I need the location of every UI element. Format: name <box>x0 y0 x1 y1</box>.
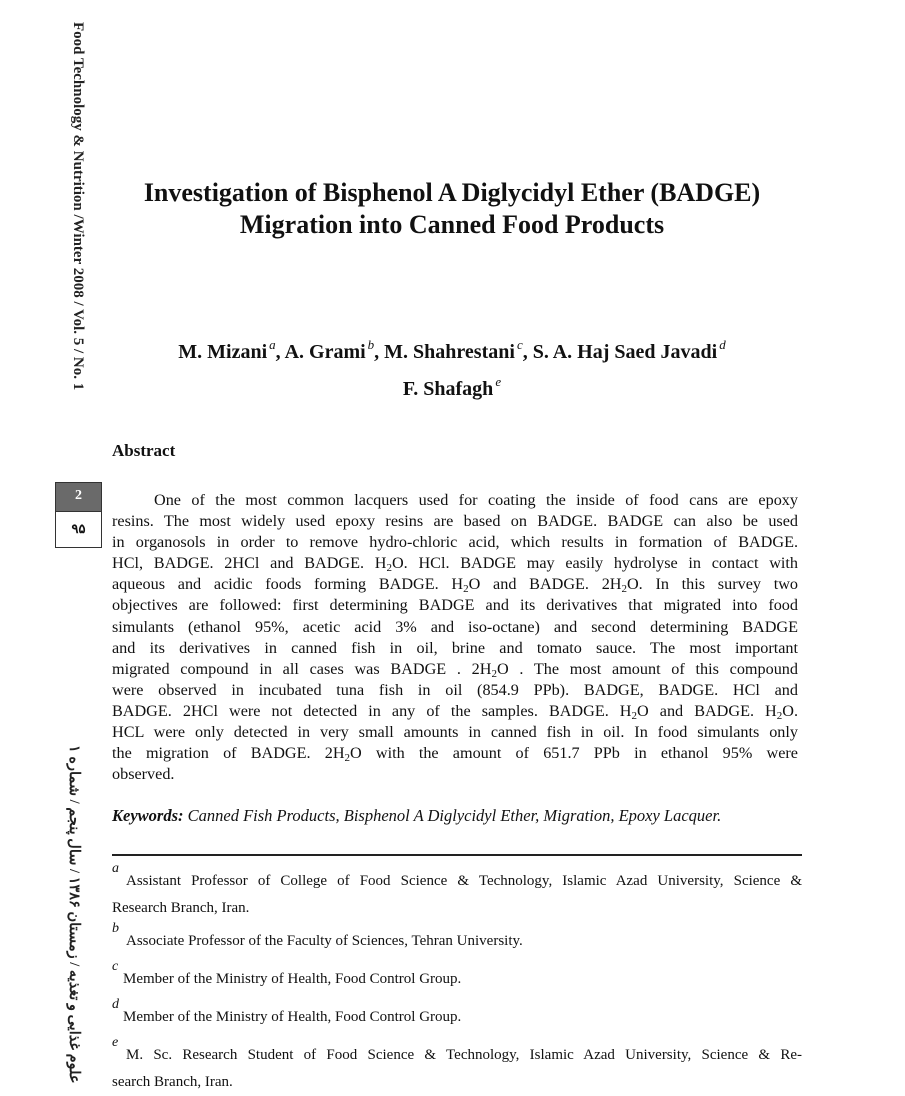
footnote-mark: d <box>112 997 119 1012</box>
author-separator: , <box>275 341 285 363</box>
paper-title <box>112 177 792 241</box>
footnote-mark: c <box>112 959 119 974</box>
paper-title-line-1: Investigation of Bisphenol A Diglycidyl Ether (BADGE) <box>143 178 761 207</box>
keywords <box>112 806 802 826</box>
footnote-mark: a <box>112 861 119 876</box>
footnote-text-continued: Research Branch, Iran. <box>112 900 250 916</box>
abstract-line: HCl, BADGE. 2HCl and BADGE. $H_2O$. HCl. BADGE may easily hydrolyse in contact with <box>112 554 798 575</box>
author-name: M. Shahrestani <box>384 341 515 363</box>
abstract-line: BADGE. 2HCl were not detected in any of the samples. BADGE. $H_2O$ and BADGE. $H_2O$. <box>112 701 798 722</box>
footnote-e <box>112 1035 802 1096</box>
author-line-2 <box>112 367 792 404</box>
author-name: A. Grami <box>284 341 366 363</box>
abstract-body <box>112 490 798 785</box>
footnote-divider <box>112 854 802 856</box>
abstract-line: HCL were only detected in very small amounts in canned fish in oil. In food simulants only <box>112 723 798 742</box>
abstract-line: One of the most common lacquers used for coating the inside of food cans are epoxy <box>154 491 798 509</box>
abstract-heading: Abstract <box>112 441 176 460</box>
abstract-line: objectives are followed: first determining BADGE and its derivatives that migrated into food <box>112 596 798 615</box>
footnote-text: Member of the Ministry of Health, Food Control Group. <box>123 971 462 987</box>
author-affiliation-mark: b <box>367 337 375 352</box>
abstract-line: in organosols in order to remove hydro-chloric acid, which results in formation of BADGE. <box>112 533 798 552</box>
footnote-text: Associate Professor of the Faculty of Sciences, Tehran University. <box>126 933 523 949</box>
abstract-line: migrated compound in all cases was BADGE . $2H_2O$ . The most amount of this compound <box>112 659 798 680</box>
abstract-line: and its derivatives in canned fish in oil, brine and tomato sauce. The most important <box>112 638 798 657</box>
footnote-text: M. Sc. Research Student of Food Science & Technology, Islamic Azad University, Science & Re- <box>126 1047 802 1063</box>
footnote-text: Assistant Professor of College of Food Science & Technology, Islamic Azad University, Science & <box>126 873 802 889</box>
author-affiliation-mark: d <box>719 337 726 352</box>
page-number-persian: ۹۵ <box>55 511 102 548</box>
author-affiliation-mark: a <box>269 337 276 352</box>
author-affiliation-mark: c <box>516 337 523 352</box>
paper-title-line-2: Migration into Canned Food Products <box>239 210 665 239</box>
author-name: M. Mizani <box>178 341 268 363</box>
abstract-line: aqueous and acidic foods forming BADGE. $H_2O$ and BADGE. $2H_2O$. In this survey two <box>112 575 798 596</box>
keywords-label: Keywords: <box>112 806 184 825</box>
author-name: F. Shafagh <box>402 378 494 400</box>
abstract-line: resins. The most widely used epoxy resins are based on BADGE. BADGE can also be used <box>112 512 798 531</box>
footnote-text-continued: search Branch, Iran. <box>112 1074 233 1090</box>
author-line-1 <box>112 330 792 367</box>
running-header-persian <box>60 745 84 1085</box>
footnote-b <box>112 921 802 955</box>
footnote-mark: e <box>112 1035 119 1050</box>
author-affiliation-mark: e <box>495 374 502 389</box>
author-list <box>112 330 792 404</box>
page-number-english: 2 <box>55 482 102 512</box>
abstract-line: observed. <box>112 765 175 784</box>
author-separator: , <box>374 341 385 363</box>
footnote-mark: b <box>112 921 119 936</box>
footnote-a <box>112 861 802 922</box>
abstract-line: were observed in incubated tuna fish in oil (854.9 PPb). BADGE, BADGE. HCl and <box>112 680 798 699</box>
running-header-english-text: Food Technology & Nutrition /Winter 2008 / Vol. 5 / No. 1 <box>70 22 86 391</box>
abstract-line: the migration of BADGE. $2H_2O$ with the amount of 651.7 PPb in ethanol 95% were <box>112 744 798 765</box>
running-header-persian-text: علوم غذایی و تغذیه / زمستان ۱۳۸۶ / سال پنجم / شماره ۱ <box>66 745 82 1084</box>
author-separator: , <box>522 341 533 363</box>
author-name: S. A. Haj Saed Javadi <box>532 341 718 363</box>
keywords-text: Canned Fish Products, Bisphenol A Diglycidyl Ether, Migration, Epoxy Lacquer. <box>187 806 722 825</box>
running-header-english <box>64 22 86 412</box>
footnote-d <box>112 997 802 1031</box>
footnote-text: Member of the Ministry of Health, Food Control Group. <box>123 1009 462 1025</box>
footnote-c <box>112 959 802 993</box>
abstract-line: simulants (ethanol 95%, acetic acid 3% and iso-octane) and second determining BADGE <box>112 617 798 636</box>
